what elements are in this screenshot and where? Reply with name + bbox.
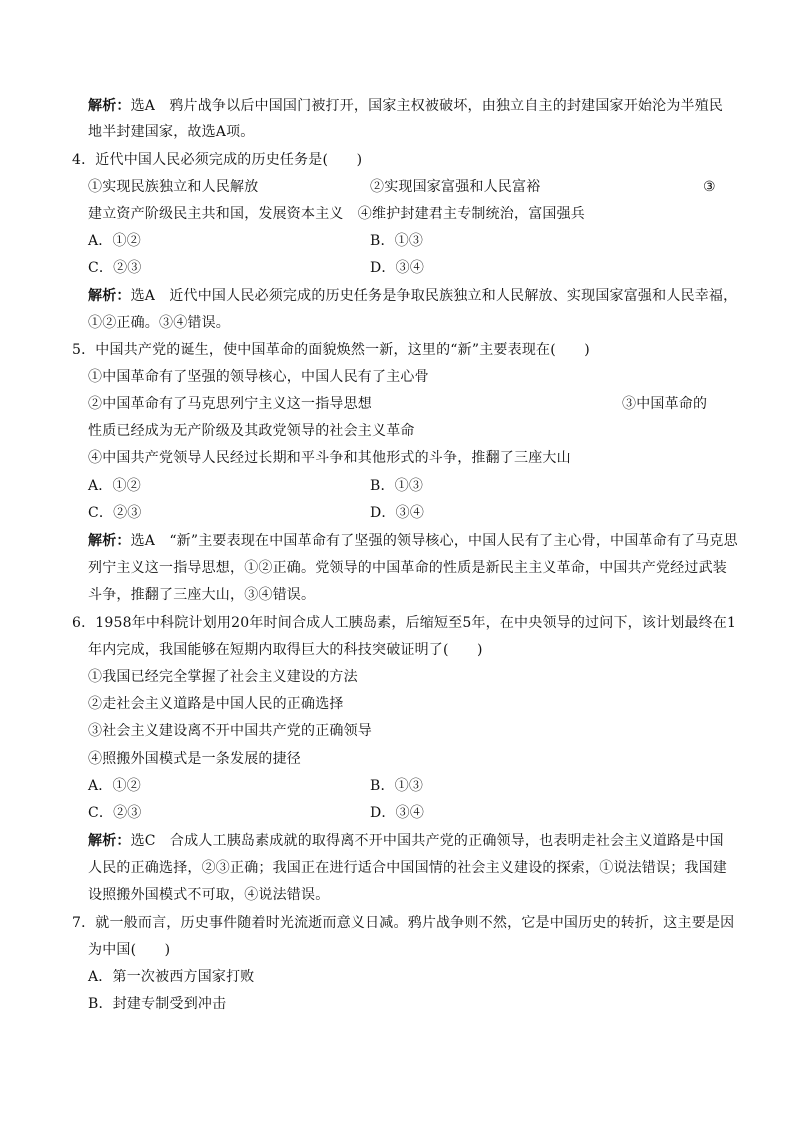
q6-option-c: C．②③ [88,805,142,821]
analysis-line [88,531,738,551]
q6-item-3: ③社会主义建设离不开中国共产党的正确领导 [88,723,372,739]
q4-option-a: A．①② [88,233,141,249]
analysis-line [88,286,737,306]
analysis-label: 解析： [88,288,131,304]
q6-option-a: A．①② [88,778,141,794]
analysis-line: 人民的正确选择，②③正确；我国正在进行适合中国国情的社会主义建设的探索，①说法错误；我国建 [88,860,727,876]
q4-item-3-4: 建立资产阶级民主共和国，发展资本主义 ④维护封建君主专制统治，富国强兵 [88,206,585,222]
question-6-stem: 6．1958年中科院计划用20年时间合成人工胰岛素，后缩短至5年，在中央领导的过问下，该计划最终在1 [72,615,737,631]
q6-option-b: B．①③ [370,778,424,794]
analysis-text: 选A 近代中国人民必须完成的历史任务是争取民族独立和人民解放、实现国家富强和人民幸福， [130,288,738,304]
q5-option-a: A．①② [88,478,141,494]
analysis-label: 解析： [88,533,131,549]
analysis-line: 地半封建国家，故选A项。 [88,124,255,140]
q5-option-b: B．①③ [370,478,424,494]
analysis-line: 设照搬外国模式不可取，④说法错误。 [88,887,330,903]
q5-item-3-cont: 性质已经成为无产阶级及其政党领导的社会主义革命 [88,423,415,439]
analysis-line [88,831,724,851]
q7-option-b: B．封建专制受到冲击 [88,996,227,1012]
analysis-text: 选C 合成人工胰岛素成就的取得离不开中国共产党的正确领导，也表明走社会主义道路是中国 [130,833,724,849]
question-6-stem-cont: 年内完成，我国能够在短期内取得巨大的科技突破证明了( ) [88,642,483,658]
q6-item-1: ①我国已经完全掌握了社会主义建设的方法 [88,669,358,685]
q6-option-d: D．③④ [370,805,425,821]
q5-item-4: ④中国共产党领导人民经过长期和平斗争和其他形式的斗争，推翻了三座大山 [88,450,571,466]
q4-item-2: ②实现国家富强和人民富裕 [370,179,541,195]
q5-item-2: ②中国革命有了马克思列宁主义这一指导思想 [88,396,372,412]
q5-option-d: D．③④ [370,505,425,521]
q4-item-3-mark: ③ [703,179,716,195]
analysis-label: 解析： [88,833,131,849]
analysis-line: ①②正确。③④错误。 [88,315,230,331]
analysis-text: 选A “新”主要表现在中国革命有了坚强的领导核心，中国人民有了主心骨，中国革命有了马克思 [130,533,738,549]
analysis-line: 列宁主义这一指导思想，①②正确。党领导的中国革命的性质是新民主主义革命，中国共产党经过武装 [88,560,727,576]
analysis-line: 斗争，推翻了三座大山，③④错误。 [88,587,316,603]
question-7-stem-cont: 为中国( ) [88,942,171,958]
q5-item-3-start: ③中国革命的 [622,396,708,412]
q4-option-d: D．③④ [370,260,425,276]
analysis-line [88,96,723,116]
q4-item-1: ①实现民族独立和人民解放 [88,179,259,195]
q5-option-c: C．②③ [88,505,142,521]
question-5-stem: 5．中国共产党的诞生，使中国革命的面貌焕然一新，这里的“新”主要表现在( ) [72,342,590,358]
analysis-text: 选A 鸦片战争以后中国国门被打开，国家主权被破坏，由独立自主的封建国家开始沦为半殖民 [130,98,724,114]
q5-item-1: ①中国革命有了坚强的领导核心，中国人民有了主心骨 [88,369,429,385]
q7-option-a: A．第一次被西方国家打败 [88,969,255,985]
q6-item-4: ④照搬外国模式是一条发展的捷径 [88,751,301,767]
question-4-stem: 4．近代中国人民必须完成的历史任务是( ) [72,152,363,168]
question-7-stem: 7．就一般而言，历史事件随着时光流逝而意义日减。鸦片战争则不然，它是中国历史的转折，这主要是因 [72,915,735,931]
q4-option-c: C．②③ [88,260,142,276]
q4-option-b: B．①③ [370,233,424,249]
q6-item-2: ②走社会主义道路是中国人民的正确选择 [88,696,344,712]
analysis-label: 解析： [88,98,131,114]
